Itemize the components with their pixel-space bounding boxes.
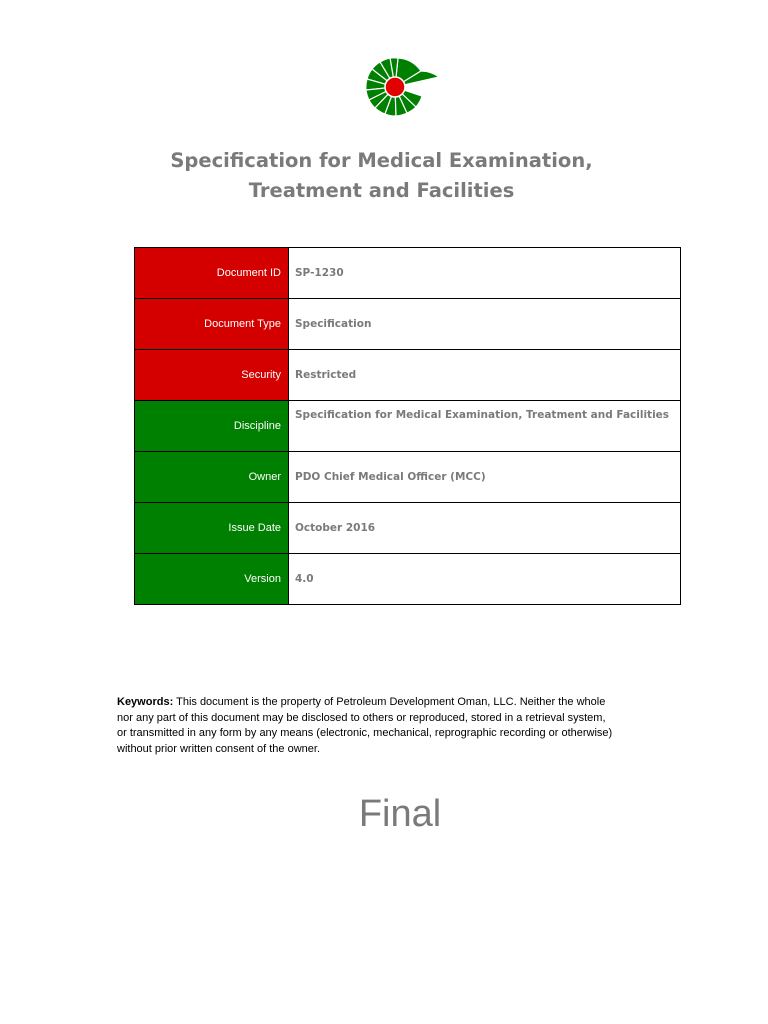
document-info-table [134,247,681,605]
owner-value: PDO Chief Medical Officer (MCC) [289,452,681,503]
document-title-line-2: Treatment and Facilities [248,179,515,202]
pdo-logo-icon [361,56,441,118]
document-id-label: Document ID [135,248,289,299]
discipline-value: Specification for Medical Examination, Treatment and Facilities [289,401,681,452]
discipline-label: Discipline [135,401,289,452]
document-id-value: SP-1230 [289,248,681,299]
table-row-security [135,350,681,401]
version-value: 4.0 [289,554,681,605]
table-row-owner [135,452,681,503]
security-label: Security [135,350,289,401]
keywords-text: This document is the property of Petroleum Development Oman, LLC. Neither the whole nor any part of this document may be disclosed to others or reproduced, stored in a retrieval system, or transmitted in any form by any means (electronic, mechanical, reprographic recording or otherwise) without prior written consent of the owner. [117,696,613,755]
security-value: Restricted [289,350,681,401]
owner-label: Owner [135,452,289,503]
document-title-line-1: Specification for Medical Examination, [170,149,593,172]
document-status: Final [358,793,442,835]
issue-date-label: Issue Date [135,503,289,554]
table-row-document-type [135,299,681,350]
table-row-discipline [135,401,681,452]
keywords-paragraph [117,695,617,757]
document-title [100,146,663,206]
issue-date-value: October 2016 [289,503,681,554]
keywords-label: Keywords: [117,696,174,708]
table-row-version [135,554,681,605]
document-type-value: Specification [289,299,681,350]
version-label: Version [135,554,289,605]
table-row-issue-date [135,503,681,554]
document-type-label: Document Type [135,299,289,350]
table-row-document-id [135,248,681,299]
